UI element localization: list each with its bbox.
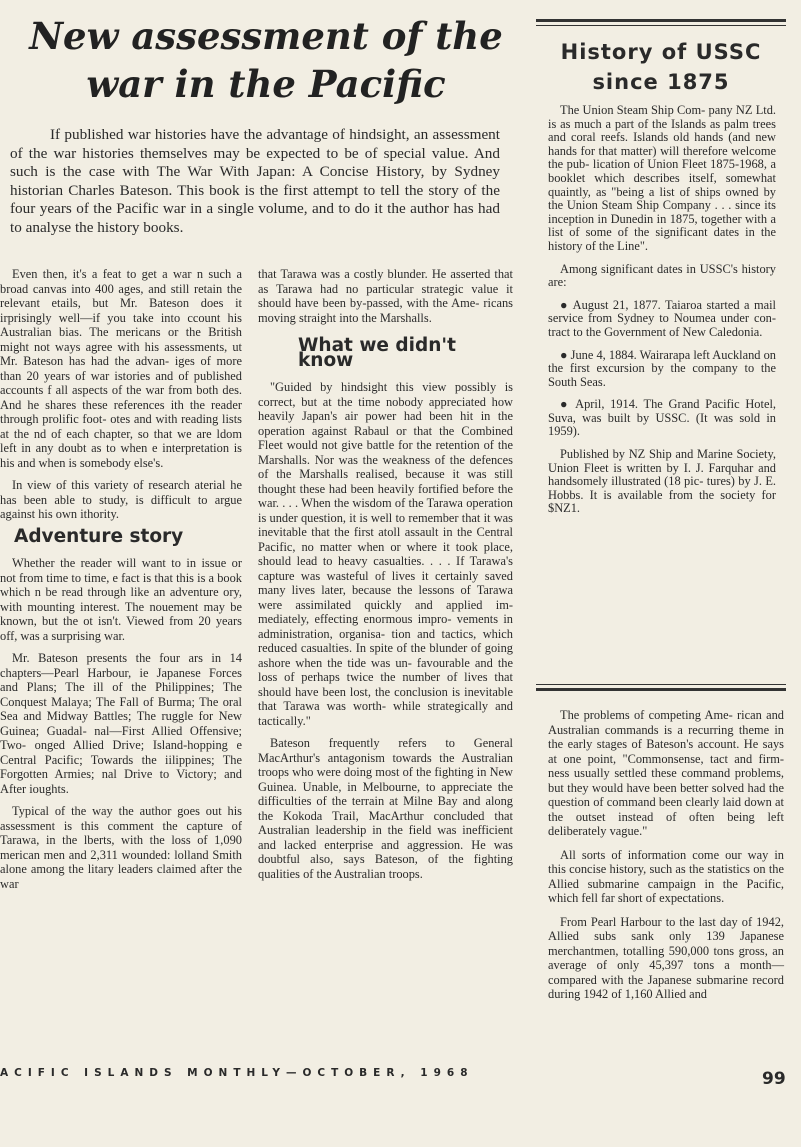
sidebar-date-item: ● April, 1914. The Grand Pacific Hotel, Suva, was built by USSC. (It was sold in 1959). bbox=[548, 397, 776, 439]
body-paragraph: Bateson frequently refers to General MacArthur's antagonism towards the Australian troops who were doing most of the fighting in New Guinea. Unable, in Melbourne, to appreciate the difficulties of the terrain at Milne Bay and along the Kokoda Trail, MacArthur concluded that Australian leadership in the field was inefficient and lacked enterprise and aggression. He was doubtful also, says Bateson, of the fighting qualities of the Australian troops. bbox=[258, 736, 513, 881]
body-paragraph: Typical of the way the author goes out his assessment is this comment the capture of Tarawa, in the lberts, with the loss of 1,090 merican men and 2,311 wounded: lolland Smith alone among the litary leaders claimed after the war bbox=[0, 804, 242, 891]
sidebar-date-item: ● June 4, 1884. Wairarapa left Auckland on the first excursion by the company to the South Seas. bbox=[548, 347, 776, 389]
sidebar-bottom-rule-thin bbox=[536, 684, 786, 685]
body-paragraph: Mr. Bateson presents the four ars in 14 chapters—Pearl Harbour, ie Japanese Forces and Plans; The ill of the Philippines; The Conquest Malaya; The Fall of Burma; The oral Sea and Midway Battles; The ruggle for New Guinea; Guadal- nal—First Allied Offensive; Two- onged Allied Drive; Island-hopping e Central Pacific; Towards the iilippines; The Forgotten Armies; nal Drive to Victory; and After ioughts. bbox=[0, 651, 242, 796]
sidebar-top-rule-thick bbox=[536, 19, 786, 22]
sidebar-paragraph: Among significant dates in USSC's history are: bbox=[548, 261, 776, 290]
subheading-adventure-story: Adventure story bbox=[14, 525, 184, 547]
sidebar-title-line-1: History of USSC bbox=[560, 40, 762, 64]
headline-line-1: New assessment of the bbox=[29, 14, 503, 58]
article-intro bbox=[10, 126, 500, 238]
page-number: 99 bbox=[762, 1069, 786, 1089]
running-footer: ACIFIC ISLANDS MONTHLY—OCTOBER, 1968 bbox=[0, 1067, 474, 1079]
headline-line-2: war in the Pacific bbox=[86, 62, 446, 106]
body-paragraph: From Pearl Harbour to the last day of 1942, Allied subs sank only 139 Japanese merchantmen, totalling 590,000 tons gross, an average of only 45,397 tons a month—compared with the Japanese submarine record during 1942 of 1,160 Allied and bbox=[548, 914, 784, 1001]
sidebar-bottom-rule-thick bbox=[536, 688, 786, 691]
body-paragraph: that Tarawa was a costly blunder. He asserted that as Tarawa had no particular strategic value it should have been by-passed, with the Ame- ricans moving straight into the Marshalls. bbox=[258, 267, 513, 325]
body-paragraph: "Guided by hindsight this view possibly is correct, but at the time nobody appreciated how heavily Japan's air power had been hit in the operation against Rabaul or that the Combined Fleet would not give battle for the retention of the Marshalls. Nor was the weakness of the defences of the Marshalls realised, because it was still thought these had been heavily fortified before the war. . . . When the wisdom of the Tarawa operation is under question, it is well to remember that it was inevitable that the first atoll assault in the Central Pacific, no matter when or where it took place, should lead to heavy casualties. . . . If Tarawa's capture was wasteful of lives it certainly saved many lives later, because the lessons of Tarawa were assimilated quickly and applied im- mediately, effecting enormous impro- vements in administration, organisa- tion and tactics, which reduced casualties. In spite of the blunder of going ashore when the tide was un- favourable and the loss of perhaps twice the number of lives that should have been lost, the conclusion is inevitable that Tarawa was worth- while strategically and tactically." bbox=[258, 380, 513, 728]
sidebar-paragraph: The Union Steam Ship Com- pany NZ Ltd. is as much a part of the Islands as palm trees and coral reefs. Islands old hands (and new hands for that matter) will therefore welcome the pub- lication of Union Fleet 1875-1968, a booklet which describes itself, somewhat quaintly, as "being a list of ships owned by the Union Steam Ship Company . . . since its inception in Dunedin in 1875, together with a list of some of the significant dates in the history of the Line". bbox=[548, 103, 776, 253]
sidebar-body bbox=[548, 104, 776, 525]
body-paragraph: All sorts of information come our way in this concise history, such as the statistics on the Allied submarine campaign in the Pacific, which fell far short of expectations. bbox=[548, 847, 784, 905]
sidebar-top-rule-thin bbox=[536, 25, 786, 26]
body-paragraph: The problems of competing Ame- rican and Australian commands is a recurring theme in the early stages of Bateson's account. He says at one point, "Commonsense, tact and firm- ness usually settled these command problems, but they would have been better solved had the question of command been clearly laid down at the outset instead of often being left deliberately vague." bbox=[548, 708, 784, 838]
sidebar-title-line-2: since 1875 bbox=[592, 70, 730, 94]
sidebar-title bbox=[536, 37, 786, 97]
intro-paragraph: If published war histories have the advantage of hindsight, an assessment of the war histories themselves may be expected to be of special value. And such is the case with The War With Japan: A Concise History, by Sydney historian Charles Bateson. This book is the first attempt to tell the story of the four years of the Pacific war in a single volume, and to do it the author has had to analyse the history books. bbox=[10, 126, 500, 236]
article-column-2 bbox=[258, 267, 513, 889]
body-paragraph: In view of this variety of research aterial he has been able to study, is difficult to argue against his own ithority. bbox=[0, 478, 242, 521]
subheading-what-we-didnt-know: What we didn't know bbox=[298, 335, 456, 371]
body-paragraph: Even then, it's a feat to get a war n such a broad canvas into 400 ages, and still retain the relevant etails, but Mr. Bateson does it irprisingly well—if you take into ccount his Australian bias. The mericans or the British might not ways agree with his assessments, ut Mr. Bateson has had the advan- iges of more than 20 years of war istories and of published accounts f all aspects of the war from both des. And he shares these references ith the reader through prolific foot- otes and with reading lists at the nd of each chapter, so that we are ldom left in any doubt as to when e interpretation is his and when is somebody else's. bbox=[0, 267, 242, 470]
sidebar-date-item: ● August 21, 1877. Taiaroa started a mail service from Sydney to Noumea under con- tract to the Government of New Caledonia. bbox=[548, 297, 776, 339]
article-column-3 bbox=[548, 708, 784, 1011]
sidebar-paragraph: Published by NZ Ship and Marine Society, Union Fleet is written by I. J. Farquhar and handsomely illustrated (18 pic- tures) by J. E. Hobbs. It is available from the society for $NZ1. bbox=[548, 447, 776, 516]
body-paragraph: Whether the reader will want to in issue or not from time to time, e fact is that this is a book which n be read through like an adventure ory, with mounting interest. The nouement may be known, but the ot isn't. Viewed from 20 years off, was a surprising war. bbox=[0, 556, 242, 643]
article-column-1 bbox=[0, 267, 242, 899]
article-headline bbox=[0, 12, 532, 108]
